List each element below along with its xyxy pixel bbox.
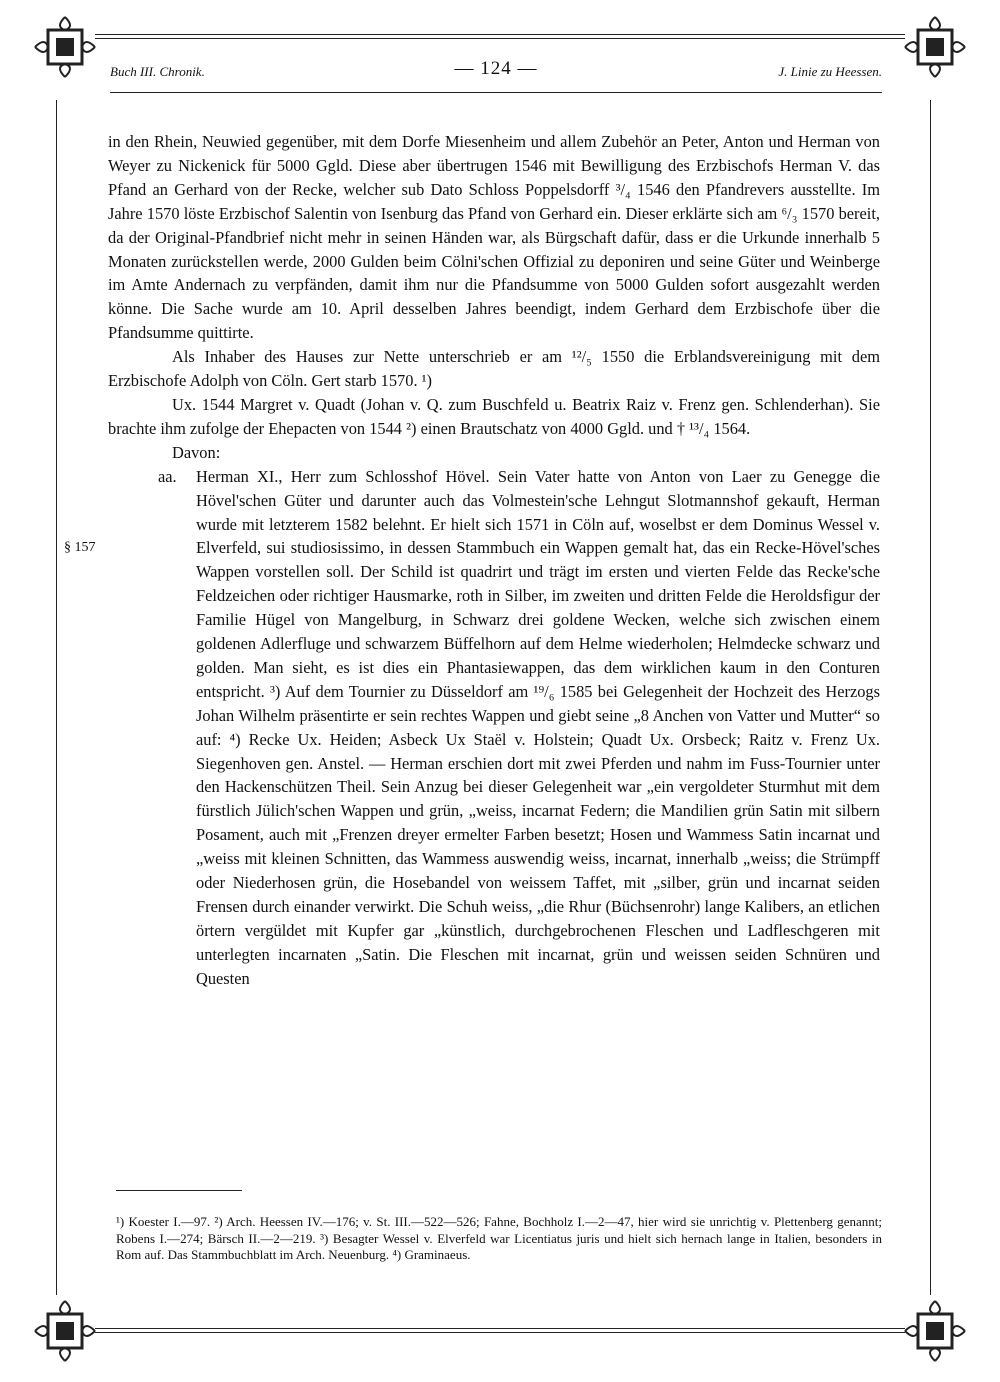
paragraph-1: in den Rhein, Neuwied gegenüber, mit dem Dorfe Miesenheim und allem Zubehör an Peter, Anton und Herman von Weyer zu Nickenick für 5000 Ggld. Diese aber übertrugen 1546 mit Bewilligung des Erzbischofs Herman V. das Pfand an Gerhard von der Recke, welcher sub Dato Schloss Poppelsdorff ³/₄ 1546 den Pfandrevers ausstellte. Im Jahre 1570 löste Erzbischof Salentin von Isenburg das Pfand von Gerhard ein. Dieser erklärte sich am ⁶/₃ 1570 bereit, da der Original-Pfandbrief nicht mehr in seinen Händen war, als Bürgschaft dafür, dass er die Urkunde innerhalb 5 Monaten zurückstellen werde, 2000 Gulden beim Cölni'schen Offizial zu deponiren und seine Güter und Weinberge im Amte Andernach zu verpfänden, damit ihm nur die Pfandsumme von 5000 Gulden sofort ausgezahlt werden könne. Die Sache wurde am 10. April desselben Jahres beendigt, indem Gerhard dem Erzbischofe über die Pfandsumme quittirte. bbox=[108, 132, 880, 343]
footnotes: ¹) Koester I.—97. ²) Arch. Heessen IV.—176; v. St. III.—522—526; Fahne, Bochholz I.—2—47, hier wird sie unrichtig v. Plettenberg genannt; Robens I.—274; Bärsch II.—2—219. ³) Besagter Wessel v. Elverfeld war Licentiatus juris und hielt sich hernach lange in Italien, besonders in Rom auf. Das Stammbuchblatt im Arch. Neuenburg. ⁴) Graminaeus. bbox=[116, 1214, 882, 1262]
header-rule bbox=[110, 92, 882, 93]
header-book-title: Buch III. Chronik. bbox=[110, 64, 205, 79]
ornament-icon bbox=[30, 12, 100, 82]
frame-bottom-line-inner bbox=[95, 1332, 905, 1333]
header-line-title: J. Linie zu Heessen. bbox=[778, 64, 882, 79]
paragraph-davon: Davon: bbox=[172, 442, 221, 462]
paragraph-3: Ux. 1544 Margret v. Quadt (Johan v. Q. zum Buschfeld u. Beatrix Raiz v. Frenz gen. Schlenderhan). Sie brachte ihm zufolge der Ehepacten von 1544 ²) einen Brautschatz von 4000 Ggld. und † ¹³/₄ 1564. bbox=[108, 394, 880, 438]
aa-label: aa. bbox=[158, 466, 177, 486]
paragraph-2: Als Inhaber des Hauses zur Nette unterschrieb er am ¹²/₅ 1550 die Erblandsvereinigung mit dem Erzbischofe Adolph von Cöln. Gert starb 1570. ¹) bbox=[108, 347, 880, 391]
paragraph-4: Herman XI., Herr zum Schlosshof Hövel. Sein Vater hatte von Anton von Laer zu Genegge die Hövel'schen Güter und darunter auch das Volmestein'sche Lehngut Slotmannshof gekauft, Herman wurde mit letzterem 1582 belehnt. Er hielt sich 1571 in Cöln auf, woselbst er dem Dominus Wessel v. Elverfeld, sui studiosissimo, in dessen Stammbuch ein Wappen gemalt hat, das ein Recke-Hövel'sches Wappen vorstellen soll. Der Schild ist quadrirt und trägt im ersten und vierten Felde das Recke'sche Feldzeichen oder richtiger Hausmarke, roth in Silber, im zweiten und dritten Felde die Heroldsfigur der Familie Hügel von Mangelburg, in Schwarz drei goldene Wecken, welche sich zwischen einem goldenen Adlerfluge und schwarzem Büffelhorn auf dem Helme wiederholen; Helmdecke schwarz und golden. Man sieht, es ist dies ein Phantasiewappen, das dem wirklichen kaum in den Conturen entspricht. ³) Auf dem Tournier zu Düsseldorf am ¹⁹/₆ 1585 bei Gelegenheit der Hochzeit des Herzogs Johan Wilhelm präsentirte er sein rechtes Wappen und giebt seine „8 Anchen von Vatter und Mutter“ so auf: ⁴) Recke Ux. Heiden; Asbeck Ux Staël v. Holstein; Quadt Ux. Orsbeck; Raitz v. Frenz Ux. Siegenhoven gen. Anstel. — Herman erschien dort mit zwei Pferden und nahm im Fuss-Tournier unter den Hackenschützen Theil. Sein Anzug bei dieser Gelegenheit war „ein vergoldeter Sturmhut mit dem fürstlich Jülich'schen Wappen und grün, „weiss, incarnat Federn; die Mandilien grün Satin mit silbern Posament, auch mit „Frenzen dreyer ermelter Farben besetzt; Hosen und Wammess Satin incarnat und „weiss mit kleinen Schnitten, das Wammess auswendig weiss, incarnat, innerhalb „weiss; die Strümpff oder Niederhosen grün, die Hosebandel von weissem Taffet, mit „silber, grün und incarnat seiden Frensen durch einander verwirkt. Die Schuh weiss, „die Rhur (Büchsenrohr) lange Kalibers, an etlichen örtern vergüldet mit Kupfer gar „künstlich, durchgebrochenen Fleschen und Ladfleschgeren mit unterlegten incarnaten „Satin. Die Fleschen mit incarnat, grün und weissen seiden Schnüren und Questen bbox=[196, 466, 880, 988]
page-number: — 124 — bbox=[454, 58, 538, 79]
ornament-icon bbox=[900, 12, 970, 82]
main-text bbox=[108, 130, 880, 991]
frame-left-line bbox=[56, 100, 57, 1295]
frame-top-line-inner bbox=[95, 38, 905, 39]
ornament-icon bbox=[30, 1296, 100, 1366]
frame-top-line bbox=[95, 34, 905, 35]
ornament-icon bbox=[900, 1296, 970, 1366]
running-header bbox=[110, 58, 882, 84]
section-mark: § 157 bbox=[64, 540, 96, 555]
frame-right-line bbox=[930, 100, 931, 1295]
footnote-rule bbox=[116, 1190, 242, 1191]
frame-bottom-line bbox=[95, 1328, 905, 1329]
paragraph-aa bbox=[108, 465, 880, 991]
